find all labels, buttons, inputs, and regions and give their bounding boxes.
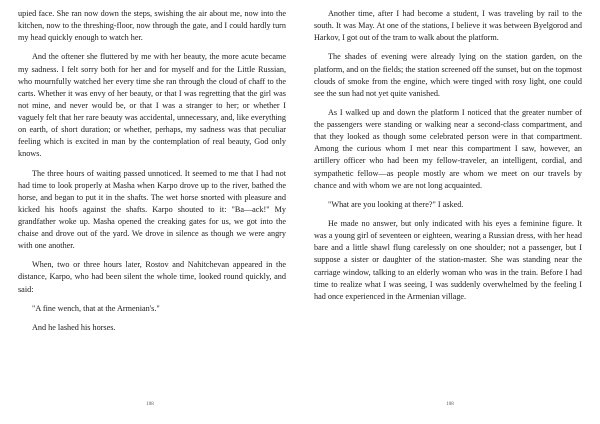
paragraph: The shades of evening were already lying on the station garden, on the platform, and on the fields; the station screened off the sunset, but on the topmost clouds of smoke from the engine, which were tinged with rosy light, one could see the sun had not yet quite vanished. [314,52,582,98]
paragraph: "A fine wench, that at the Armenian's." [32,303,160,313]
paragraph: "What are you looking at there?" I asked. [328,199,464,209]
right-page [300,0,600,424]
paragraph: And the oftener she fluttered by me with her beauty, the more acute became my sadness. I felt sorry both for her and for myself and for the Little Russian, who mournfully watched her every time she ran through the cloud of chaff to the carts. Whether it was envy of her beauty, or that I was regretting that the girl was not mine, and never would be, or that I was a stranger to her; or whether I vaguely felt that her rare beauty was accidental, unnecessary, and, like everything on earth, of short duration; or whether, perhaps, my sadness was that peculiar feeling which is excited in man by the contemplation of real beauty, God only knows. [18,52,286,159]
paragraph: Another time, after I had become a student, I was traveling by rail to the south. It was May. At one of the stations, I believe it was between Byelgorod and Harkov, I got out of the tram to walk about the platform. [314,9,582,43]
paragraph: He made no answer, but only indicated with his eyes a feminine figure. It was a young girl of seventeen or eighteen, wearing a Russian dress, with her head bare and a little shawl flung carelessly on one shoulder; not a passenger, but I suppose a sister or daughter of the station-master. She was standing near the carriage window, talking to an elderly woman who was in the train. Before I had time to realize what I was seeing, I was suddenly overwhelmed by the feeling I had once experienced in the Armenian village. [314,219,582,301]
paragraph: And he lashed his horses. [32,323,116,333]
paragraph: The three hours of waiting passed unnoticed. It seemed to me that I had not had time to look properly at Masha when Karpo drove up to the river, bathed the horse, and began to put it in the shafts. The wet horse snorted with pleasure and kicked his hoofs against the shafts. Karpo shouted to it: "Ba—ack!" My grandfather woke up. Masha opened the creaking gates for us, we got into the chaise and drove out of the yard. We drove in silence as though we were angry with one another. [18,168,286,251]
page-number: 108 [146,402,154,407]
paragraph: upied face. She ran now down the steps, swishing the air about me, now into the kitchen, now to the threshing-floor, now through the gate, and I could hardly turn my head quickly enough to watch her. [18,9,286,43]
paragraph: As I walked up and down the platform I noticed that the greater number of the passengers were standing or walking near a second-class compartment, and that they looked as though some celebrated person were in that compartment. Among the curious whom I met near this compartment I saw, however, an artillery officer who had been my fellow-traveler, an intelligent, cordial, and sympathetic fellow—as people mostly are whom we meet on our travels by chance and with whom we are not long acquainted. [314,108,582,190]
paragraph: When, two or three hours later, Rostov and Nahitchevan appeared in the distance, Karpo, who had been silent the whole time, looked round quickly, and said: [18,260,286,294]
page-number: 108 [446,402,454,407]
right-page-text [314,8,582,303]
left-page-text [18,8,286,334]
